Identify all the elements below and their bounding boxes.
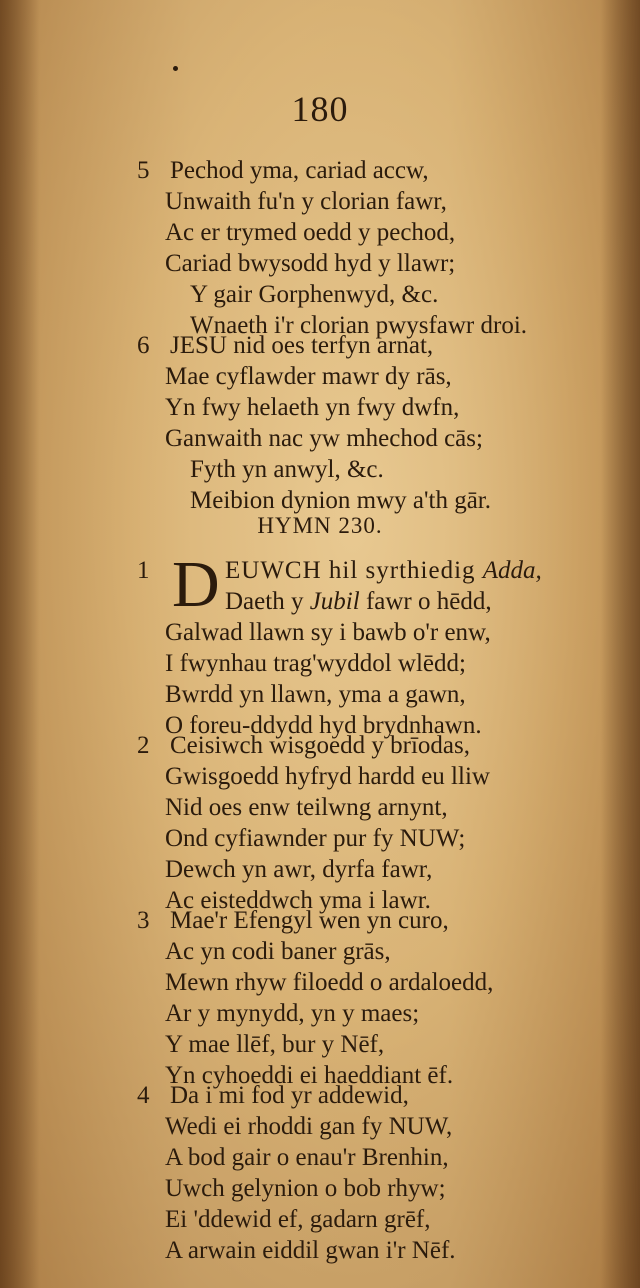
verse-line bbox=[145, 555, 595, 586]
hymn-verse-4 bbox=[137, 1080, 595, 1266]
verse-number: 3 bbox=[137, 907, 150, 934]
verse-line: Ei 'ddewid ef, gadarn grēf, bbox=[165, 1206, 431, 1233]
verse-line: Ac yn codi baner grās, bbox=[165, 938, 391, 965]
verse-line: A arwain eiddil gwan i'r Nēf. bbox=[165, 1237, 456, 1264]
verse-line: Yn fwy helaeth yn fwy dwfn, bbox=[165, 394, 460, 421]
verse-line-italic: Jubil bbox=[309, 588, 360, 615]
verse-line: Meibion dynion mwy a'th gār. bbox=[190, 487, 492, 514]
verse-line: Bwrdd yn llawn, yma a gawn, bbox=[165, 681, 466, 708]
ink-mark bbox=[173, 66, 178, 71]
page-number: 180 bbox=[291, 89, 349, 129]
verse-line bbox=[145, 586, 595, 617]
verse-line: Mae cyflawder mawr dy rās, bbox=[165, 363, 452, 390]
verse-line: Ac er trymed oedd y pechod, bbox=[165, 219, 456, 246]
verse-number: 1 bbox=[137, 557, 150, 584]
verse-line: Y gair Gorphenwyd, &c. bbox=[190, 281, 439, 308]
verse-line: JESU nid oes terfyn arnat, bbox=[170, 332, 434, 359]
verse-line: Uwch gelynion o bob rhyw; bbox=[165, 1175, 446, 1202]
verse-5 bbox=[137, 155, 595, 341]
page-gutter-shadow bbox=[0, 0, 40, 1288]
verse-line: Wedi ei rhoddi gan fy NUW, bbox=[165, 1113, 453, 1140]
hymn-verse-2 bbox=[137, 730, 595, 916]
verse-line: Ac eisteddwch yma i lawr. bbox=[165, 887, 431, 914]
verse-number: 6 bbox=[137, 332, 150, 359]
verse-number: 4 bbox=[137, 1082, 150, 1109]
verse-line: Fyth yn anwyl, &c. bbox=[190, 456, 384, 483]
verse-line: Ond cyfiawnder pur fy NUW; bbox=[165, 825, 466, 852]
verse-line: Y mae llēf, bur y Nēf, bbox=[165, 1031, 385, 1058]
verse-6 bbox=[137, 330, 595, 516]
verse-line: Galwad llawn sy i bawb o'r enw, bbox=[165, 619, 491, 646]
verse-line: Ceisiwch wisgoedd y brīodas, bbox=[170, 732, 470, 759]
hymn-title: HYMN 230. bbox=[257, 513, 383, 538]
verse-number: 2 bbox=[137, 732, 150, 759]
verse-line: Unwaith fu'n y clorian fawr, bbox=[165, 188, 447, 215]
drop-cap: D bbox=[172, 548, 220, 621]
hymn-verse-3 bbox=[137, 905, 595, 1091]
verse-line-italic: Adda, bbox=[482, 557, 542, 584]
verse-line: Ar y mynydd, yn y maes; bbox=[165, 1000, 420, 1027]
verse-line: Pechod yma, cariad accw, bbox=[170, 157, 429, 184]
verse-line: Gwisgoedd hyfryd hardd eu lliw bbox=[165, 763, 490, 790]
verse-line: Cariad bwysodd hyd y llawr; bbox=[165, 250, 456, 277]
verse-line: Da i mi fod yr addewid, bbox=[170, 1082, 409, 1109]
verse-line-text: fawr o hēdd, bbox=[359, 588, 492, 615]
verse-line: Ganwaith nac yw mhechod cās; bbox=[165, 425, 483, 452]
verse-line: Nid oes enw teilwng arnynt, bbox=[165, 794, 448, 821]
page-edge-shadow bbox=[600, 0, 640, 1288]
verse-line: O foreu-ddydd hyd brydnhawn. bbox=[165, 712, 482, 739]
verse-line: Wnaeth i'r clorian pwysfawr droi. bbox=[190, 312, 528, 339]
verse-line: A bod gair o enau'r Brenhin, bbox=[165, 1144, 449, 1171]
verse-line: Dewch yn awr, dyrfa fawr, bbox=[165, 856, 433, 883]
hymn-verse-1 bbox=[137, 555, 595, 741]
verse-line-text: EUWCH hil syrthiedig bbox=[225, 557, 483, 584]
verse-line: Mae'r Efengyl wen yn curo, bbox=[170, 907, 449, 934]
verse-line: I fwynhau trag'wyddol wlēdd; bbox=[165, 650, 466, 677]
verse-number: 5 bbox=[137, 157, 150, 184]
verse-line: Yn cyhoeddi ei haeddiant ēf. bbox=[165, 1062, 454, 1089]
verse-line-text: Daeth y bbox=[225, 588, 310, 615]
verse-line: Mewn rhyw filoedd o ardaloedd, bbox=[165, 969, 494, 996]
